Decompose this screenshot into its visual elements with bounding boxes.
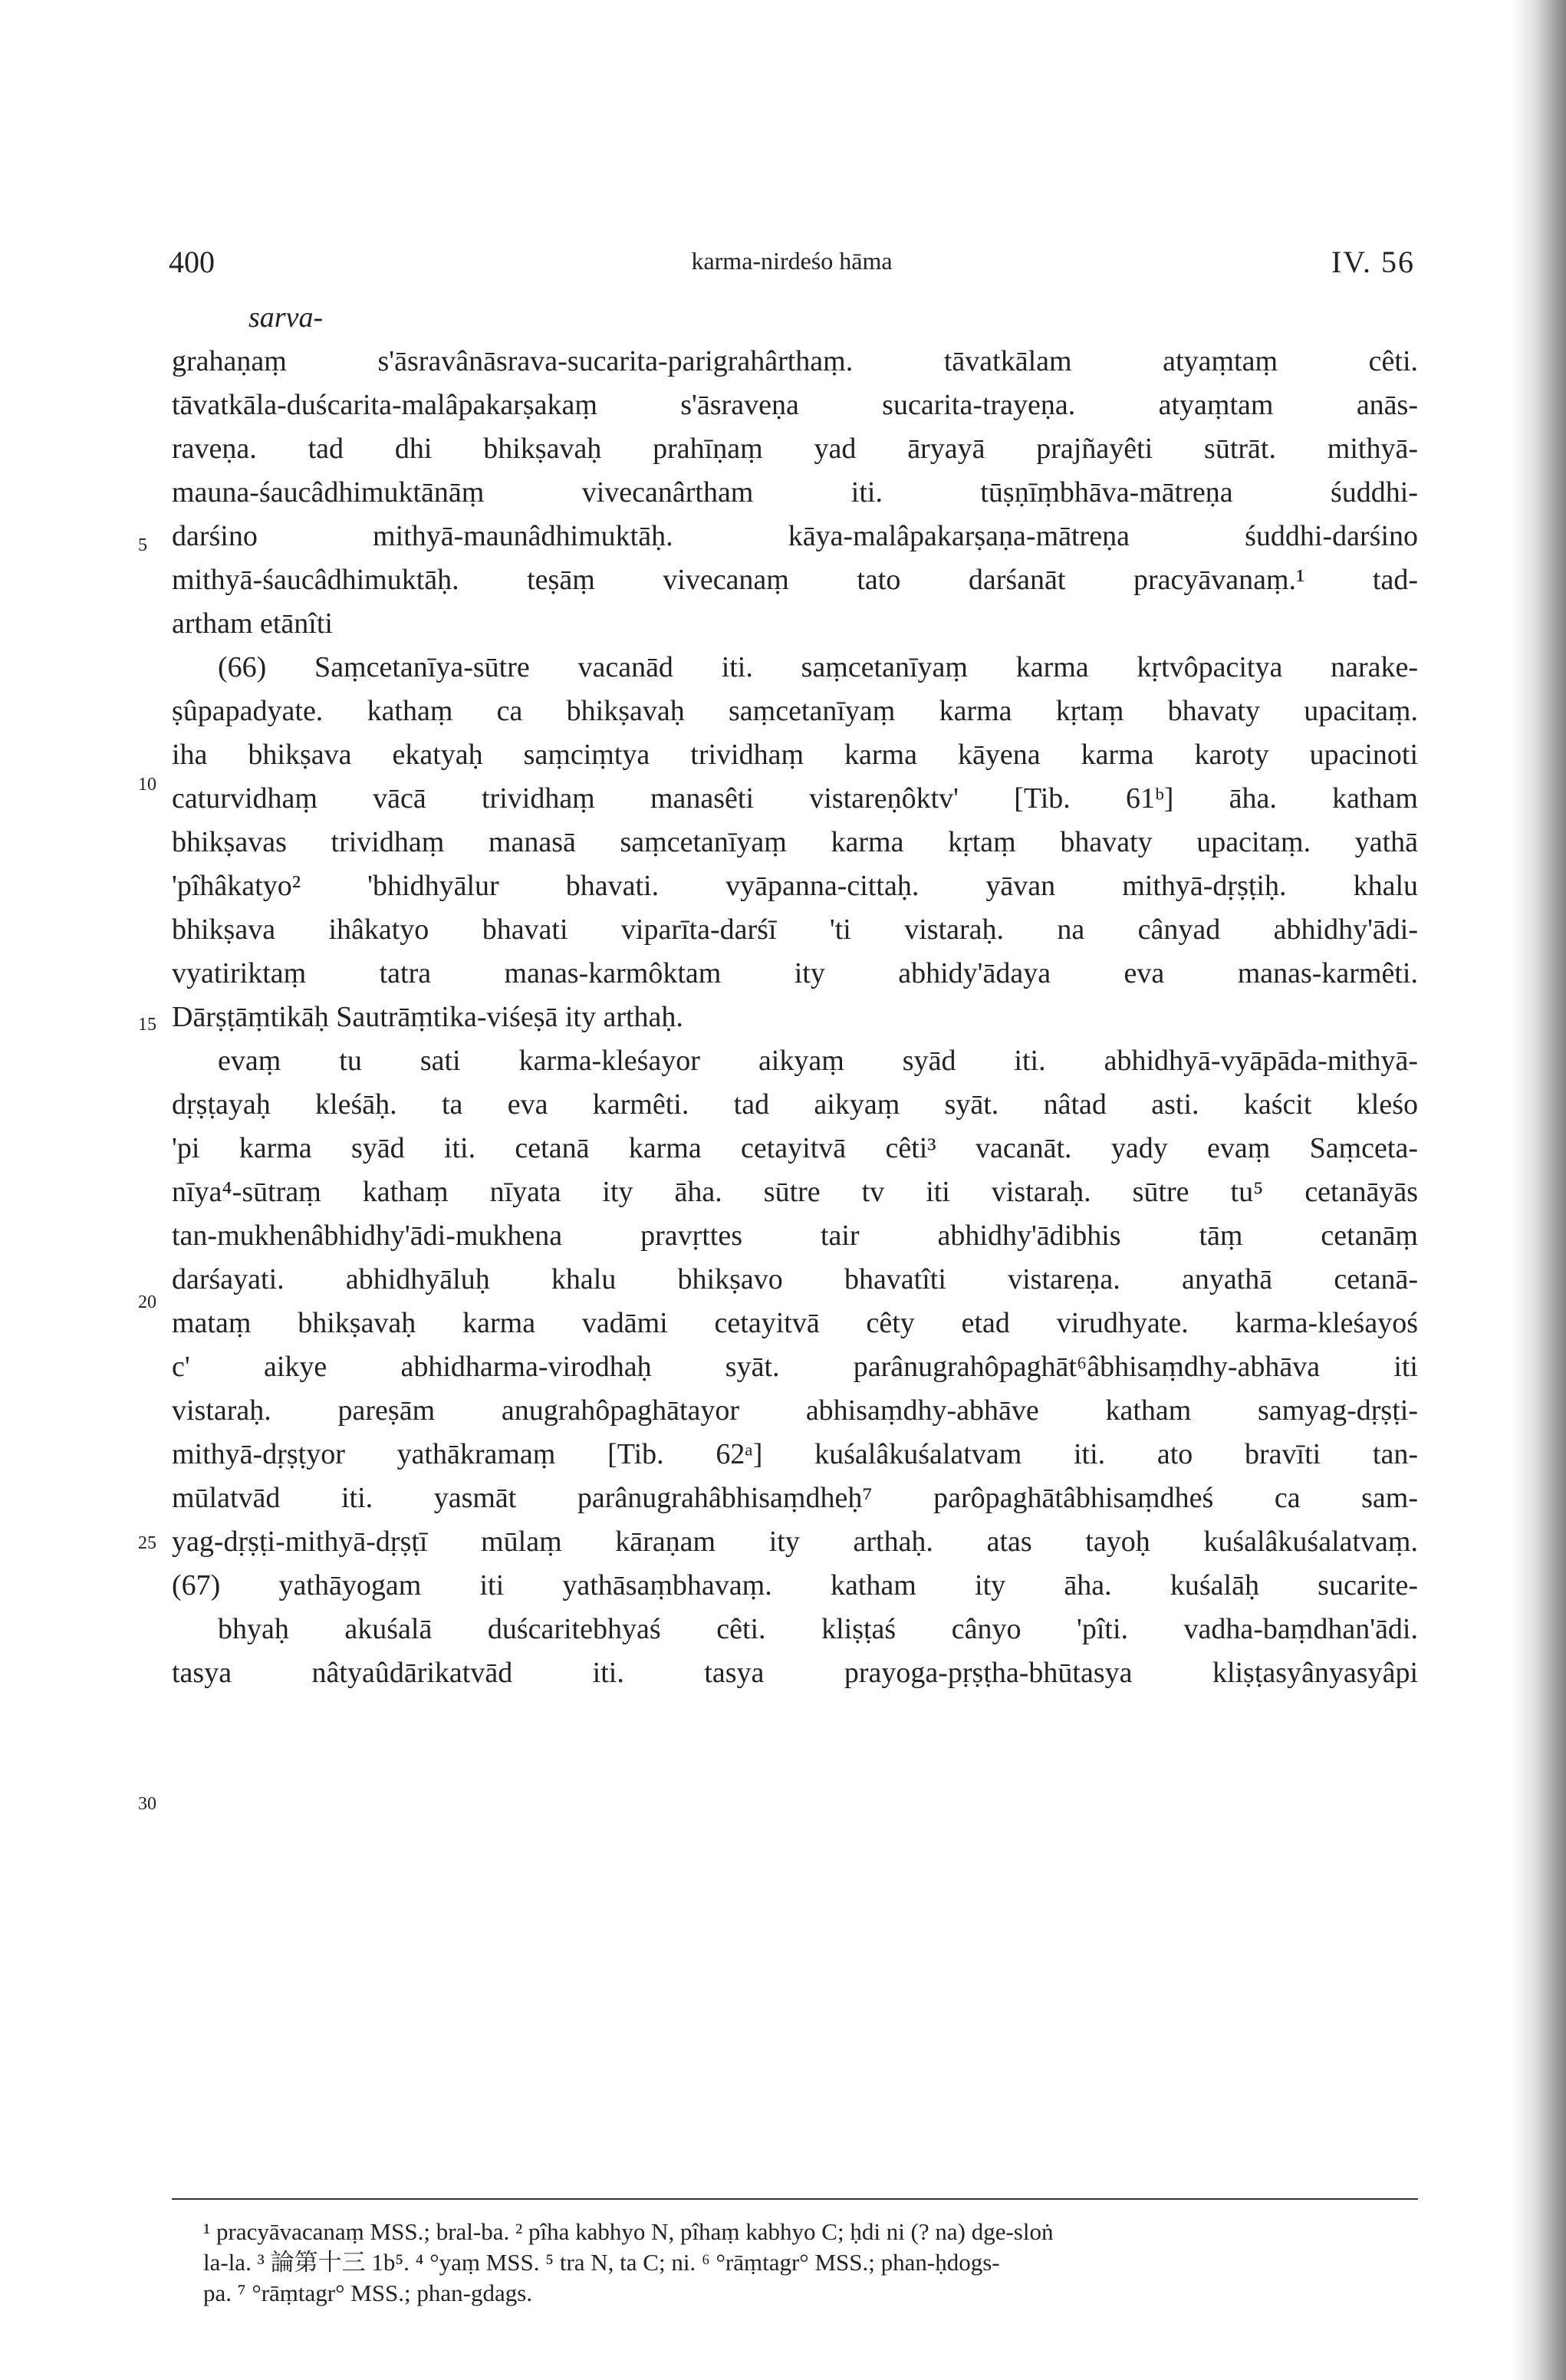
page-number: 400 (169, 245, 215, 279)
footnote-line: ¹ pracyāvacanaṃ MSS.; bral-ba. ² pîha kabhyo N, pîhaṃ kabhyo C; ḥdi ni (? na) dge-sloṅ (203, 2218, 1054, 2245)
text-line: Dārṣṭāṃtikāḥ Sautrāṃtika-viśeṣā ity arthaḥ. (172, 1001, 683, 1033)
text-line: bhikṣavas trividhaṃ manasā saṃcetanīyaṃ karma kṛtaṃ bhavaty upacitaṃ. yathā (172, 826, 1418, 858)
text-line: mataṃ bhikṣavaḥ karma vadāmi cetayitvā cêty etad virudhyate. karma-kleśayoś (172, 1307, 1418, 1339)
footnote-line: la-la. ³ 論第十三 1b⁵. ⁴ °yaṃ MSS. ⁵ tra N, ta C; ni. ⁶ °rāṃtagr° MSS.; phan-ḥdogs- (203, 2249, 1000, 2276)
line-number: 10 (138, 775, 156, 795)
text-line: tasya nâtyaûdārikatvād iti. tasya prayoga-pṛṣṭha-bhūtasya kliṣṭasyânyasyâpi (172, 1657, 1418, 1689)
text-line: mithyā-śaucâdhimuktāḥ. teṣāṃ vivecanaṃ tato darśanāt pracyāvanaṃ.¹ tad- (172, 564, 1418, 596)
line-number: 30 (138, 1794, 156, 1814)
line-number: 15 (138, 1015, 156, 1035)
text-line: raveṇa. tad dhi bhikṣavaḥ prahīṇaṃ yad āryayā prajñayêti sūtrāt. mithyā- (172, 433, 1418, 465)
text-line: artham etānîti (172, 607, 333, 640)
section-number: IV. 56 (1331, 245, 1415, 279)
footnote-rule (172, 2198, 1418, 2200)
text-line: sarva- (248, 301, 324, 334)
text-line (172, 1694, 1418, 1740)
text-line: (66) Saṃcetanīya-sūtre vacanād iti. saṃcetanīyaṃ karma kṛtvôpacitya narake- (218, 651, 1418, 683)
page-header (169, 244, 1415, 290)
text-line: bhikṣava ihâkatyo bhavati viparīta-darśī 'ti vistaraḥ. na cânyad abhidhy'ādi- (172, 913, 1418, 946)
text-line: darśino mithyā-maunâdhimuktāḥ. kāya-malâpakarṣaṇa-mātreṇa śuddhi-darśino (172, 520, 1418, 552)
text-line: 'pîhâkatyo² 'bhidhyālur bhavati. vyāpanna-cittaḥ. yāvan mithyā-dṛṣṭiḥ. khalu (172, 870, 1418, 902)
text-line: vistaraḥ. pareṣām anugrahôpaghātayor abhisaṃdhy-abhāve katham samyag-dṛṣṭi- (172, 1394, 1418, 1427)
text-line: mūlatvād iti. yasmāt parânugrahâbhisaṃdheḥ⁷ parôpaghātâbhisaṃdheś ca sam- (172, 1482, 1418, 1514)
text-line: vyatiriktaṃ tatra manas-karmôktam ity abhidy'ādaya eva manas-karmêti. (172, 957, 1418, 989)
text-line: iha bhikṣava ekatyaḥ saṃciṃtya trividhaṃ karma kāyena karma karoty upacinoti (172, 739, 1418, 771)
footnote-line: pa. ⁷ °rāṃtagr° MSS.; phan-gdags. (203, 2280, 533, 2306)
footnotes (203, 2217, 1418, 2309)
text-line: darśayati. abhidhyāluḥ khalu bhikṣavo bhavatîti vistareṇa. anyathā cetanā- (172, 1263, 1418, 1295)
running-title: karma-nirdeśo hāma (691, 247, 893, 275)
text-line: caturvidhaṃ vācā trividhaṃ manasêti vistareṇôktv' [Tib. 61ᵇ] āha. katham (172, 782, 1418, 815)
line-number: 25 (138, 1533, 156, 1553)
text-line: nīya⁴-sūtraṃ kathaṃ nīyata ity āha. sūtre tv iti vistaraḥ. sūtre tu⁵ cetanāyās (172, 1176, 1418, 1208)
text-line: 'pi karma syād iti. cetanā karma cetayitvā cêti³ vacanāt. yady evaṃ Saṃceta- (172, 1132, 1418, 1164)
text-line: grahaṇaṃ s'āsravânāsrava-sucarita-parigrahârthaṃ. tāvatkālam atyaṃtaṃ cêti. (172, 345, 1418, 377)
line-number: 5 (138, 535, 147, 555)
text-line: bhyaḥ akuśalā duścaritebhyaś cêti. kliṣṭaś cânyo 'pîti. vadha-baṃdhan'ādi. (218, 1613, 1418, 1645)
text-line: mithyā-dṛṣṭyor yathākramaṃ [Tib. 62ᵃ] kuśalâkuśalatvam iti. ato bravīti tan- (172, 1438, 1418, 1470)
text-line: tāvatkāla-duścarita-malâpakarṣakaṃ s'āsraveṇa sucarita-trayeṇa. atyaṃtam anās- (172, 389, 1418, 421)
text-line: ṣûpapadyate. kathaṃ ca bhikṣavaḥ saṃcetanīyaṃ karma kṛtaṃ bhavaty upacitaṃ. (172, 695, 1418, 727)
page-edge-shadow (1512, 0, 1566, 2380)
text-line: (67) yathāyogam iti yathāsaṃbhavaṃ. katham ity āha. kuśalāḥ sucarite- (172, 1569, 1418, 1601)
text-line: tan-mukhenâbhidhy'ādi-mukhena pravṛttes tair abhidhy'ādibhis tāṃ cetanāṃ (172, 1220, 1418, 1252)
text-line: yag-dṛṣṭi-mithyā-dṛṣṭī mūlaṃ kāraṇam ity arthaḥ. atas tayoḥ kuśalâkuśalatvaṃ. (172, 1526, 1418, 1558)
text-line: c' aikye abhidharma-virodhaḥ syāt. parânugrahôpaghāt⁶âbhisaṃdhy-abhāva iti (172, 1351, 1418, 1383)
line-number: 20 (138, 1292, 156, 1312)
text-line: evaṃ tu sati karma-kleśayor aikyaṃ syād iti. abhidhyā-vyāpāda-mithyā- (218, 1045, 1418, 1077)
text-line: mauna-śaucâdhimuktānāṃ vivecanârtham iti. tūṣṇīṃbhāva-mātreṇa śuddhi- (172, 476, 1418, 509)
text-line: dṛṣṭayaḥ kleśāḥ. ta eva karmêti. tad aikyaṃ syāt. nâtad asti. kaścit kleśo (172, 1088, 1418, 1121)
